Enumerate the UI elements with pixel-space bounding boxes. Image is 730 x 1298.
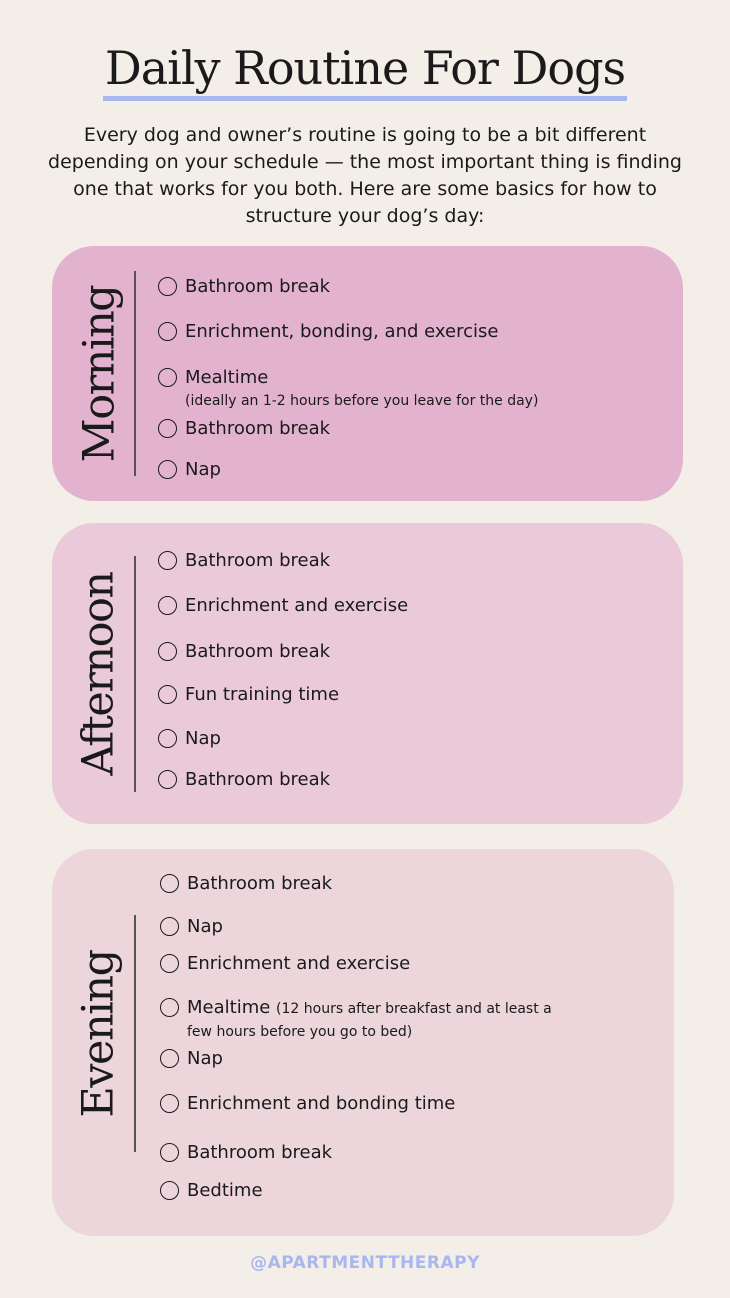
checkbox-circle-icon[interactable] bbox=[158, 551, 177, 570]
checkbox-circle-icon[interactable] bbox=[158, 596, 177, 615]
title-text: Daily Routine For Dogs bbox=[103, 40, 627, 101]
item-note-continued: few hours before you go to bed) bbox=[187, 1024, 413, 1040]
morning-item[interactable]: Enrichment, bonding, and exercise bbox=[158, 321, 498, 343]
evening-item[interactable]: Bedtime bbox=[160, 1180, 263, 1202]
evening-item[interactable]: Nap bbox=[160, 1048, 223, 1070]
checkbox-circle-icon[interactable] bbox=[158, 729, 177, 748]
footer-handle[interactable]: @APARTMENTTHERAPY bbox=[250, 1253, 480, 1273]
checkbox-circle-icon[interactable] bbox=[158, 419, 177, 438]
morning-item[interactable] bbox=[158, 367, 538, 411]
afternoon-item[interactable]: Nap bbox=[158, 728, 221, 750]
evening-item[interactable] bbox=[160, 997, 552, 1042]
checkbox-circle-icon[interactable] bbox=[158, 642, 177, 661]
morning-card bbox=[52, 246, 683, 501]
checkbox-circle-icon[interactable] bbox=[160, 1094, 179, 1113]
morning-divider bbox=[134, 271, 136, 476]
evening-card bbox=[52, 849, 674, 1236]
checkbox-circle-icon[interactable] bbox=[160, 917, 179, 936]
afternoon-card bbox=[52, 523, 683, 824]
afternoon-item[interactable]: Bathroom break bbox=[158, 641, 330, 663]
checkbox-circle-icon[interactable] bbox=[160, 998, 179, 1017]
morning-item[interactable]: Bathroom break bbox=[158, 276, 330, 298]
afternoon-item[interactable]: Fun training time bbox=[158, 684, 339, 706]
item-label: Mealtime bbox=[187, 997, 271, 1018]
morning-item[interactable]: Bathroom break bbox=[158, 418, 330, 440]
item-note: (12 hours after breakfast and at least a bbox=[276, 1001, 552, 1017]
morning-label: Morning bbox=[74, 285, 125, 462]
intro-paragraph: Every dog and owner’s routine is going to be a bit different depending on your schedule — the most important thing is finding one that works for you both. Here are some basics for how to structure your dog’s day: bbox=[48, 124, 682, 227]
afternoon-label: Afternoon bbox=[74, 571, 125, 776]
checkbox-circle-icon[interactable] bbox=[158, 277, 177, 296]
checkbox-circle-icon[interactable] bbox=[158, 770, 177, 789]
evening-divider bbox=[134, 915, 136, 1152]
checkbox-circle-icon[interactable] bbox=[158, 685, 177, 704]
afternoon-item[interactable]: Bathroom break bbox=[158, 769, 330, 791]
checkbox-circle-icon[interactable] bbox=[160, 1049, 179, 1068]
evening-label: Evening bbox=[74, 950, 125, 1118]
page-title bbox=[0, 38, 730, 101]
checkbox-circle-icon[interactable] bbox=[160, 1143, 179, 1162]
afternoon-divider bbox=[134, 556, 136, 792]
evening-item[interactable]: Enrichment and exercise bbox=[160, 953, 410, 975]
item-label: Mealtime bbox=[185, 367, 269, 388]
checkbox-circle-icon[interactable] bbox=[158, 460, 177, 479]
evening-item[interactable]: Bathroom break bbox=[160, 1142, 332, 1164]
evening-item[interactable]: Nap bbox=[160, 916, 223, 938]
afternoon-item[interactable]: Bathroom break bbox=[158, 550, 330, 572]
checkbox-circle-icon[interactable] bbox=[160, 1181, 179, 1200]
checkbox-circle-icon[interactable] bbox=[158, 322, 177, 341]
checkbox-circle-icon[interactable] bbox=[160, 874, 179, 893]
evening-item[interactable]: Bathroom break bbox=[160, 873, 332, 895]
checkbox-circle-icon[interactable] bbox=[160, 954, 179, 973]
checkbox-circle-icon[interactable] bbox=[158, 368, 177, 387]
item-note: (ideally an 1-2 hours before you leave for the day) bbox=[185, 393, 539, 409]
evening-item[interactable]: Enrichment and bonding time bbox=[160, 1093, 455, 1115]
afternoon-item[interactable]: Enrichment and exercise bbox=[158, 595, 408, 617]
morning-item[interactable]: Nap bbox=[158, 459, 221, 481]
